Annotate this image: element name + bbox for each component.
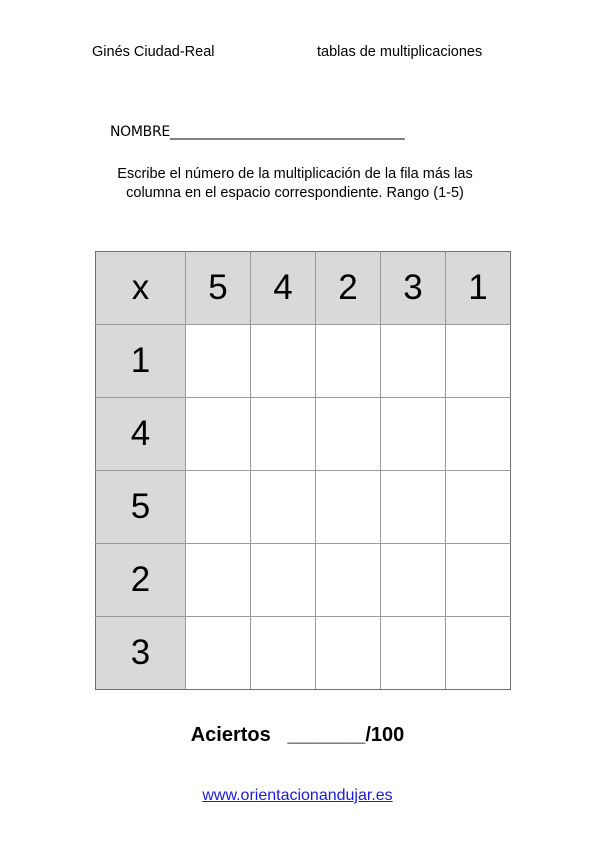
name-field[interactable]: NOMBRE___________________________________ xyxy=(110,124,405,140)
author-name: Ginés Ciudad-Real xyxy=(92,44,215,60)
score-line xyxy=(0,724,595,747)
instructions-line-1: Escribe el número de la multiplicación de la fila más las xyxy=(117,166,473,182)
answer-cell[interactable] xyxy=(381,398,446,471)
score-total: /100 xyxy=(365,724,405,746)
answer-cell[interactable] xyxy=(381,471,446,544)
score-blank[interactable]: _______ xyxy=(287,724,366,746)
answer-cell[interactable] xyxy=(316,617,381,690)
answer-cell[interactable] xyxy=(446,617,511,690)
table-row xyxy=(96,471,511,544)
answer-cell[interactable] xyxy=(381,325,446,398)
answer-cell[interactable] xyxy=(186,325,251,398)
row-header: 4 xyxy=(96,398,186,471)
answer-cell[interactable] xyxy=(186,617,251,690)
answer-cell[interactable] xyxy=(186,544,251,617)
corner-symbol: x xyxy=(96,252,186,325)
answer-cell[interactable] xyxy=(316,544,381,617)
worksheet-title: tablas de multiplicaciones xyxy=(317,44,483,60)
row-header: 1 xyxy=(96,325,186,398)
answer-cell[interactable] xyxy=(446,398,511,471)
answer-cell[interactable] xyxy=(381,544,446,617)
website-link[interactable]: www.orientacionandujar.es xyxy=(202,787,393,804)
answer-cell[interactable] xyxy=(251,544,316,617)
column-header: 5 xyxy=(186,252,251,325)
answer-cell[interactable] xyxy=(316,471,381,544)
answer-cell[interactable] xyxy=(316,398,381,471)
column-header: 2 xyxy=(316,252,381,325)
table-header-row xyxy=(96,252,511,325)
column-header: 4 xyxy=(251,252,316,325)
answer-cell[interactable] xyxy=(186,471,251,544)
instructions-line-2: columna en el espacio correspondiente. Rango (1-5) xyxy=(126,184,464,201)
row-header: 3 xyxy=(96,617,186,690)
table-row xyxy=(96,398,511,471)
instructions xyxy=(80,165,510,202)
answer-cell[interactable] xyxy=(316,325,381,398)
answer-cell[interactable] xyxy=(251,471,316,544)
answer-cell[interactable] xyxy=(446,544,511,617)
answer-cell[interactable] xyxy=(381,617,446,690)
table-row xyxy=(96,325,511,398)
row-header: 2 xyxy=(96,544,186,617)
table-row xyxy=(96,544,511,617)
column-header: 3 xyxy=(381,252,446,325)
answer-cell[interactable] xyxy=(446,471,511,544)
table-row xyxy=(96,617,511,690)
row-header: 5 xyxy=(96,471,186,544)
score-label: Aciertos xyxy=(190,724,271,746)
answer-cell[interactable] xyxy=(446,325,511,398)
multiplication-table xyxy=(95,251,511,690)
column-header: 1 xyxy=(446,252,511,325)
answer-cell[interactable] xyxy=(186,398,251,471)
answer-cell[interactable] xyxy=(251,398,316,471)
answer-cell[interactable] xyxy=(251,617,316,690)
answer-cell[interactable] xyxy=(251,325,316,398)
